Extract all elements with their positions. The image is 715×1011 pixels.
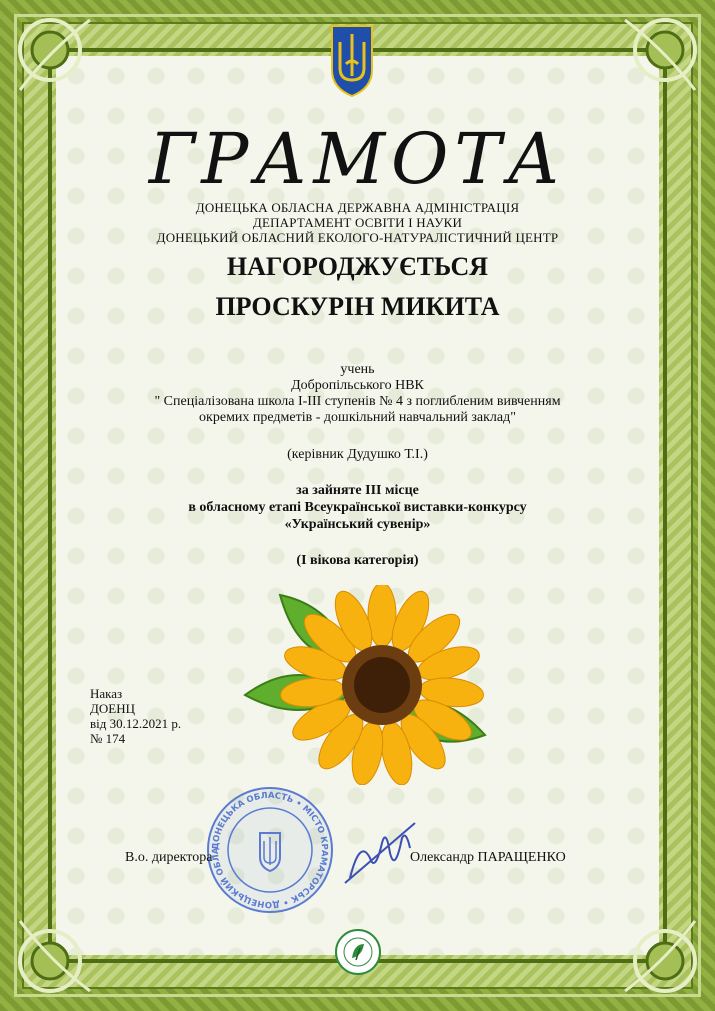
order-line-1: Наказ [90,686,123,701]
recipient-name: ПРОСКУРІН МИКИТА [215,292,500,321]
signature-icon [340,818,420,888]
achievement-line-1: за зайняте ІІІ місце [296,483,419,498]
org-line-3: ДОНЕЦЬКИЙ ОБЛАСНИЙ ЕКОЛОГО-НАТУРАЛІСТИЧНИЙ ЦЕНТР [156,230,559,245]
org-line-2: ДЕПАРТАМЕНТ ОСВІТИ І НАУКИ [252,215,463,230]
order-info [90,686,181,746]
school-line-2: " Спеціалізована школа І-ІІІ ступенів № 4 з поглибленим вивченням [154,394,561,409]
role-text: учень [340,362,375,377]
sunflower-icon [240,585,490,785]
certificate-title: ГРАМОТА [148,118,567,200]
school-line-1: Добропільського НВК [291,378,424,393]
order-line-4: № 174 [90,731,126,746]
order-line-2: ДОЕНЦ [90,701,135,716]
eco-center-logo-icon [334,928,382,976]
achievement-line-3: «Український сувенір» [284,517,431,532]
supervisor-text: (керівник Дудушко Т.І.) [287,447,428,462]
official-stamp-icon [205,785,335,915]
signer-name: Олександр ПАРАЩЕНКО [410,850,566,865]
corner-ornament-icon [10,10,100,100]
signer-position: В.о. директора [125,850,213,865]
corner-ornament-icon [615,911,705,1001]
coat-of-arms-icon [330,24,374,98]
school-line-3: окремих предметів - дошкільний навчальний заклад" [199,410,516,425]
category-text: (І вікова категорія) [296,553,419,568]
corner-ornament-icon [615,10,705,100]
org-line-1: ДОНЕЦЬКА ОБЛАСНА ДЕРЖАВНА АДМІНІСТРАЦІЯ [195,200,520,215]
order-line-3: від 30.12.2021 р. [90,716,182,731]
achievement-line-2: в обласному етапі Всеукраїнської виставки-конкурсу [188,500,527,515]
awarded-label: НАГОРОДЖУЄТЬСЯ [226,252,489,281]
stamp-text: ДОНЕЦЬКА ОБЛАСТЬ • МІСТО КРАМАТОРСЬК • ДОНЕЦЬКИЙ ОБЛА [210,790,330,910]
corner-ornament-icon [10,911,100,1001]
